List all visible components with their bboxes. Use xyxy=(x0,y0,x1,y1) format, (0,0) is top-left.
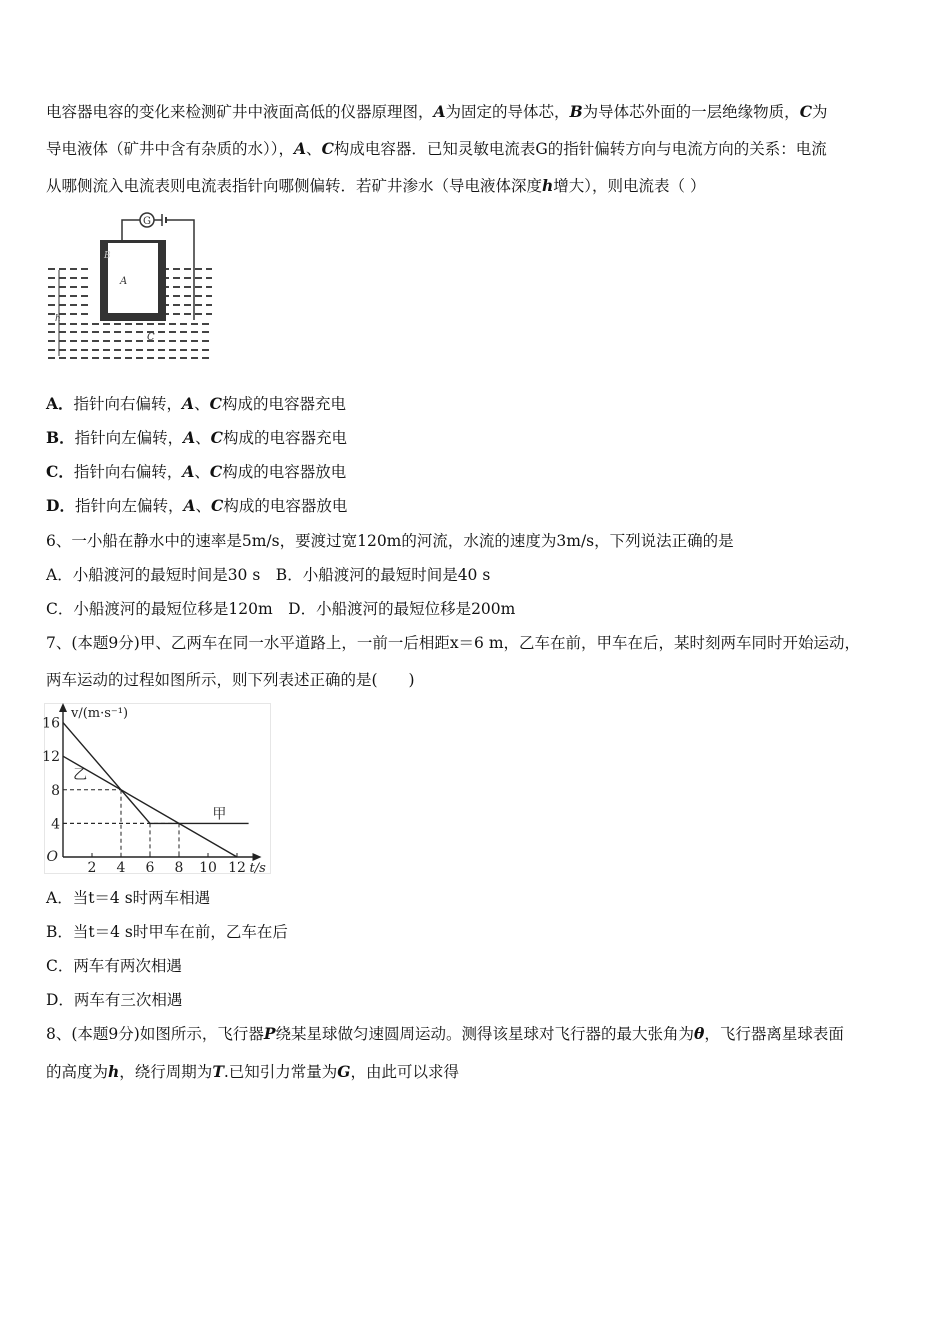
q6-stem: 6、一小船在静水中的速率是5m/s，要渡过宽120m的河流，水流的速度为3m/s，下列说法正确的是 xyxy=(46,532,734,550)
opt-letter: B． xyxy=(46,428,75,447)
q5-option-b xyxy=(46,428,347,448)
text: 构成的电容器充电 xyxy=(223,429,348,447)
q7-option-c: C．两车有两次相遇 xyxy=(46,957,182,975)
q7-stem-line-1: 7、(本题9分)甲、乙两车在同一水平道路上，一前一后相距x＝6 m，乙车在前，甲车在后，某时刻两车同时开始运动， xyxy=(46,634,861,652)
q5-option-c xyxy=(46,462,346,482)
q7-option-d: D．两车有三次相遇 xyxy=(46,991,183,1009)
text: 为固定的导体芯， xyxy=(445,103,570,121)
text: 为 xyxy=(812,103,828,121)
q6-options-row-2: C．小船渡河的最短位移是120m D．小船渡河的最短位移是200m xyxy=(46,600,516,618)
var: C xyxy=(211,496,224,515)
var: A xyxy=(183,428,196,447)
var-t: T xyxy=(212,1062,224,1081)
var: C xyxy=(209,394,222,413)
opt-letter: C． xyxy=(46,462,74,481)
y-tick-label: 16 xyxy=(42,715,60,732)
label-b: B xyxy=(104,251,111,261)
origin-label: O xyxy=(46,849,58,865)
text: 电容器电容的变化来检测矿井中液面高低的仪器原理图， xyxy=(46,103,434,121)
text: 、 xyxy=(306,140,322,158)
x-tick-label: 8 xyxy=(174,860,184,876)
text: 指针向左偏转， xyxy=(74,429,184,447)
q5-stem-line-1 xyxy=(46,102,828,122)
q5-stem-line-3 xyxy=(46,176,705,196)
text: 构成电容器．已知灵敏电流表G的指针偏转方向与电流方向的关系：电流 xyxy=(333,140,827,158)
x-tick-label: 12 xyxy=(228,860,246,876)
text: ，绕行周期为 xyxy=(119,1063,213,1081)
text: 为导体芯外面的一层绝缘物质， xyxy=(582,103,800,121)
q5-option-d xyxy=(46,496,347,516)
var-c: C xyxy=(321,139,334,158)
text: 构成的电容器放电 xyxy=(223,497,348,515)
q5-stem-line-2 xyxy=(46,139,827,159)
label-a: A xyxy=(120,276,128,287)
velocity-time-chart xyxy=(44,703,272,875)
var-b: B xyxy=(569,102,583,121)
q5-option-a xyxy=(46,394,346,414)
y-tick-label: 4 xyxy=(51,816,60,833)
y-tick-label: 8 xyxy=(51,782,60,799)
var-g: G xyxy=(337,1062,351,1081)
var-h: h xyxy=(108,1062,120,1081)
series-label: 甲 xyxy=(212,806,227,823)
var: C xyxy=(209,462,223,481)
opt-letter: A． xyxy=(46,394,74,413)
label-h: h xyxy=(55,314,61,324)
text: 的高度为 xyxy=(46,1063,109,1081)
var: A xyxy=(183,496,196,515)
text: 8、(本题9分)如图所示，飞行器 xyxy=(46,1025,264,1043)
opt-letter: D． xyxy=(46,496,75,515)
var-p: P xyxy=(263,1024,276,1043)
chart-frame xyxy=(45,704,271,874)
var: A xyxy=(182,394,195,413)
text: 、 xyxy=(194,395,210,413)
text: 指针向右偏转， xyxy=(73,463,183,481)
q7-stem-line-2: 两车运动的过程如图所示，则下列表述正确的是( ) xyxy=(46,671,415,689)
q7-option-a: A．当t＝4 s时两车相遇 xyxy=(46,889,211,907)
var-h: h xyxy=(542,176,554,195)
y-tick-label: 12 xyxy=(42,749,60,766)
label-c: C xyxy=(147,332,155,343)
text: 、 xyxy=(194,463,210,481)
text: .已知引力常量为 xyxy=(223,1063,338,1081)
text: 构成的电容器放电 xyxy=(222,463,347,481)
text: 、 xyxy=(195,497,212,515)
x-tick-label: 10 xyxy=(199,860,217,876)
text: 导电液体（矿井中含有杂质的水））， xyxy=(46,140,295,158)
var: C xyxy=(210,428,224,447)
series-label: 乙 xyxy=(73,766,88,783)
q8-stem-line-2 xyxy=(46,1062,459,1082)
x-tick-label: 6 xyxy=(145,860,155,876)
var-a: A xyxy=(294,139,307,158)
capacitor-figure xyxy=(44,208,214,364)
y-axis-label: v/(m·s⁻¹) xyxy=(71,706,129,721)
text: ，飞行器离星球表面 xyxy=(704,1025,844,1043)
q6-options-row-1: A．小船渡河的最短时间是30 s B．小船渡河的最短时间是40 s xyxy=(46,566,491,584)
q7-option-b: B．当t＝4 s时甲车在前，乙车在后 xyxy=(46,923,288,941)
var-a: A xyxy=(433,102,446,121)
text: 指针向右偏转， xyxy=(73,395,183,413)
text: 绕某星球做匀速圆周运动。测得该星球对飞行器的最大张角为 xyxy=(275,1025,694,1043)
text: 从哪侧流入电流表则电流表指针向哪侧偏转．若矿井渗水（导电液体深度 xyxy=(46,177,543,195)
x-tick-label: 4 xyxy=(116,860,126,876)
x-axis-label: t/s xyxy=(249,861,266,876)
q8-stem-line-1 xyxy=(46,1024,844,1044)
text: ，由此可以求得 xyxy=(350,1063,460,1081)
text: 指针向左偏转， xyxy=(74,497,184,515)
var-c: C xyxy=(799,102,813,121)
core-a xyxy=(108,243,158,313)
text: 构成的电容器充电 xyxy=(221,395,346,413)
var: A xyxy=(182,462,195,481)
label-g: G xyxy=(143,216,151,227)
text: 、 xyxy=(195,429,211,447)
var-theta: θ xyxy=(694,1024,705,1043)
x-tick-label: 2 xyxy=(87,860,97,876)
text: 增大），则电流表（ ） xyxy=(553,177,706,195)
